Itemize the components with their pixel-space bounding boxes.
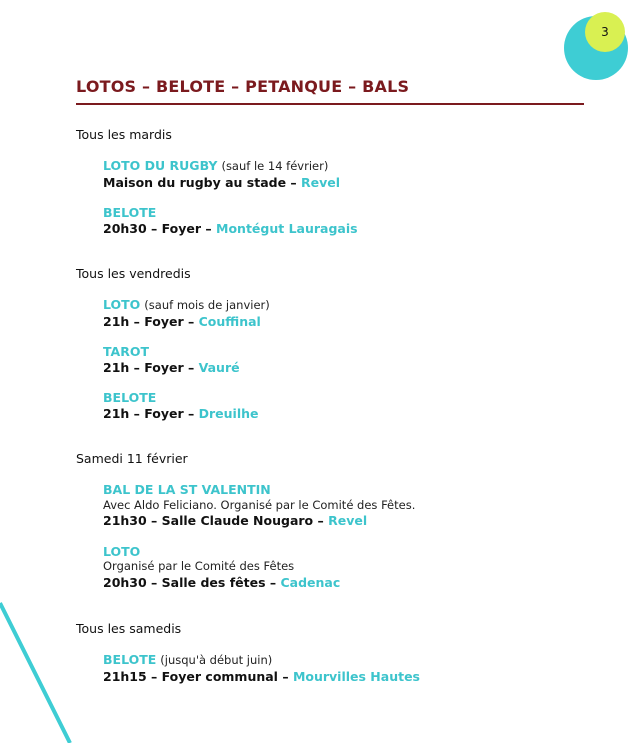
event-detail: 21h – Foyer – (103, 359, 199, 375)
section-day: Tous les samedis (76, 621, 182, 636)
event-detail: 21h15 – Foyer communal – (103, 668, 293, 684)
event-place: Mourvilles Hautes (292, 668, 420, 684)
event-detail: 21h – Foyer – (103, 405, 199, 421)
teal-diagonal-line (0, 603, 70, 743)
section-day: Tous les mardis (76, 127, 172, 142)
event-note: (sauf le 14 février) (221, 159, 329, 173)
section-day: Samedi 11 février (76, 451, 188, 466)
event-detail: 21h – Foyer – (103, 313, 199, 329)
event-name: LOTO (103, 543, 141, 559)
event-description: Avec Aldo Feliciano. Organisé par le Comité des Fêtes. (103, 497, 416, 512)
event-name: BELOTE (103, 390, 157, 405)
event-item (103, 390, 270, 421)
event-description: Organisé par le Comité des Fêtes (103, 559, 295, 573)
event-item (103, 544, 415, 591)
section-vendredis (76, 266, 270, 421)
page-number-badge (585, 12, 625, 52)
event-name: LOTO (103, 297, 141, 312)
title-divider (76, 103, 584, 105)
section-mardis (76, 127, 358, 236)
event-place: Revel (301, 174, 341, 190)
event-detail: Maison du rugby au stade – (103, 174, 302, 190)
event-name: BELOTE (103, 205, 157, 220)
event-note: (jusqu'à début juin) (160, 653, 273, 667)
page-number: 3 (601, 25, 609, 39)
event-place: Couffinal (198, 313, 261, 329)
event-place: Dreuilhe (198, 405, 259, 421)
event-detail: 20h30 – Salle des fêtes – (103, 574, 281, 590)
event-name: BELOTE (103, 652, 157, 667)
event-place: Cadenac (280, 574, 341, 590)
event-list (103, 482, 415, 590)
event-name: LOTO DU RUGBY (103, 158, 218, 173)
event-place: Revel (328, 513, 368, 528)
event-list (103, 652, 420, 684)
section-day: Tous les vendredis (76, 266, 191, 281)
event-name: TAROT (103, 344, 150, 359)
event-item (103, 158, 358, 190)
event-item (103, 482, 415, 529)
event-name: BAL DE LA ST VALENTIN (103, 482, 271, 497)
event-list (103, 297, 270, 421)
event-place: Montégut Lauragais (216, 220, 358, 236)
event-place: Vauré (198, 359, 240, 375)
event-note: (sauf mois de janvier) (144, 298, 270, 312)
event-detail: 21h30 – Salle Claude Nougaro – (103, 513, 329, 528)
event-list (103, 158, 358, 236)
event-item (103, 205, 358, 236)
section-samedis (76, 621, 420, 684)
page-title: LOTOS – BELOTE – PETANQUE – BALS (76, 77, 410, 96)
event-item (103, 297, 270, 329)
section-samedi-11-fevrier (76, 451, 415, 590)
event-item (103, 344, 270, 375)
event-item (103, 652, 420, 684)
event-detail: 20h30 – Foyer – (103, 220, 217, 236)
